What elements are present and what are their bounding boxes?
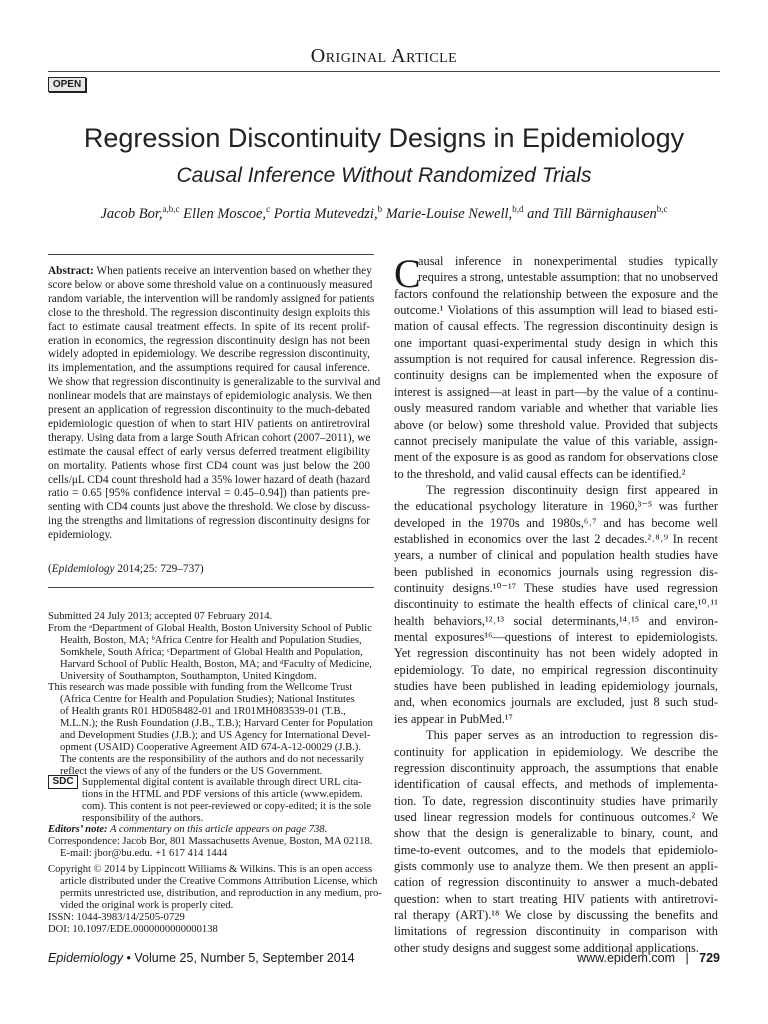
body-line: been published in economics journals using regression dis- [394,564,718,579]
footer-url[interactable]: www.epidem.com [577,951,676,965]
editors-note-label: Editors’ note: [48,824,108,835]
affiliation-marker: a,b,c [162,204,180,215]
abstract-line: present an application of regression discontinuity to the much-debated [48,404,370,416]
body-line: tion. To date, regression discontinuity studies have primarily [394,793,718,808]
body-line: continuity designs can be implemented when the exposure of [394,368,718,383]
body-line: and, when economics journals are excluded, just 8 such stud- [394,695,718,710]
body-line: studies have been published in leading epidemiology journals, [394,679,718,694]
body-line: the educational psychology literature in 1960,³⁻⁵ was further [394,499,718,514]
body-line: mental exposures¹⁶—questions of interest to epidemiologists. [394,630,718,645]
abstract-line: We show that regression discontinuity is generalizable to the survival and [48,376,381,389]
copyright-line: DOI: 10.1097/EDE.0000000000000138 [48,923,218,935]
affiliation-marker: b,c [656,204,668,215]
body-line: discontinuity to estimate the health effects of clinical care,¹⁰˒¹¹ [394,597,718,612]
body-line: years, a number of clinical and population health studies have [394,548,718,563]
author-list [0,206,768,223]
abstract-line: score below or above some threshold value on a continuously measured [48,278,373,291]
footnote-line: opment (USAID) Cooperative Agreement AID 674-A-12-00029 (J.B.). [60,741,361,753]
abstract-line: eration in economics, the regression discontinuity design has not been [48,334,370,347]
affiliation-marker: b,d [512,204,524,215]
footnote-line: Harvard School of Public Health, Boston, MA; and ᵈFaculty of Medicine, [60,658,372,670]
abstract-line: ing the strengths and limitations of regression discontinuity designs for [48,515,370,528]
body-line: above (or below) some threshold value. Provided that subjects [394,417,718,432]
drop-cap: C [394,251,421,296]
copyright-line: Copyright © 2014 by Lippincott Williams & Wilkins. This is an open access [48,864,373,875]
correspondence-line: E-mail: jbor@bu.edu. +1 617 414 1444 [60,847,228,859]
footnote-line: University of Southampton, Southampton, United Kingdom. [60,670,317,682]
header-rule [48,71,720,72]
citation-paren: ( [48,563,52,575]
author-name: Ellen Moscoe, [179,206,267,222]
sdc-badge: SDC [48,775,78,789]
section-label: Original Article [310,45,458,67]
abstract-line: random variable, the intervention will be randomly assigned for patients [48,292,375,305]
footnote-line: (Africa Centre for Health and Population Studies); National Institutes [60,694,355,706]
abstract-line: therapy. Using data from a large South African cohort (2007–2011), we [48,431,371,444]
body-line: regression discontinuity approach, the assumptions that enable [394,760,718,775]
abstract-line: epidemiology. [48,529,113,542]
body-line: question: when to start treating HIV patients with antiretrovi- [394,891,718,906]
abstract-line: its implementation, and the assumptions required for causal inference. [48,362,370,375]
footer-separator: | [685,951,689,965]
abstract-line: senting with CD4 counts just above the threshold. We close by discuss- [48,501,371,514]
abstract-line: close to the threshold. The regression discontinuity design exploits this [48,306,370,319]
abstract-line-text: When patients receive an intervention based on whether they [93,265,372,277]
body-line: assumption is not required for causal inference. Regression dis- [394,352,718,367]
copyright-line: article distributed under the Creative Commons Attribution License, which [60,875,378,887]
body-line: show that the design is generalizable to binary, count, and [394,826,718,841]
body-line: identification of causal effects, and methods of implementa- [394,777,718,792]
open-access-badge: OPEN [48,77,86,92]
footnote-line: This research was made possible with funding from the Wellcome Trust [48,682,353,694]
footer-journal-info [48,951,355,965]
article-subtitle: Causal Inference Without Randomized Trials [176,164,592,187]
abstract-line: on mortality. Patients whose first CD4 count was just below the 200 [48,459,370,472]
body-line: requires a strong, untestable assumption: that no unobserved [418,270,718,285]
footnote-line: Health, Boston, MA; ᵇAfrica Centre for Health and Population Studies, [60,634,362,646]
footnote-line: Submitted 24 July 2013; accepted 07 February 2014. [48,611,273,622]
citation-journal: Epidemiology [51,563,115,575]
body-line: continuity designs.¹⁰⁻¹⁷ These studies have used regression [394,581,718,595]
footer-issue: • Volume 25, Number 5, September 2014 [123,951,355,965]
author-name: Portia Mutevedzi, [270,206,378,222]
body-line: ously measured random variable and whether that variable lies [394,401,718,416]
editors-note [48,824,327,836]
abstract-line: fact to estimate causal treatment effects. In spite of its recent prolif- [48,320,370,333]
abstract-line: widely adopted in epidemiology. We describe regression discontinuity, [48,348,370,361]
body-line: time-to-event outcomes, and to the models that epidemiolo- [394,842,718,857]
body-line: used linear regression models for continuous outcomes.² We [394,809,718,824]
abstract-line: ratio = 0.65 [95% confidence interval = 0.45–0.94]) than patients pre- [48,487,370,500]
abstract-box [48,254,381,588]
body-line: ies appear in PubMed.¹⁷ [394,711,513,726]
abstract-line [48,265,370,279]
footnote-line: reflect the views of any of the funders or the US Government. [60,765,323,777]
abstract-line: estimate the causal effect of early versus deferred treatment eligibility [48,445,370,458]
sdc-note-line: tions in the HTML and PDF versions of this article (www.epidem. [82,788,363,800]
body-line: one important quasi-experimental study design in which this [394,335,718,350]
body-line: factors confound the relationship between the exposure and the [394,286,718,301]
abstract-line: nonlinear models that are mainstays of epidemiologic analysis. We then [48,390,372,403]
body-line: Yet regression discontinuity has not been widely adopted in [394,646,718,661]
footnote-line: From the ᵃDepartment of Global Health, Boston University School of Public [48,622,372,634]
body-line: developed in the 1970s and 1980s,⁶˒⁷ and has become well [394,515,718,530]
body-line: established in economics over the last 2 decades.²˒⁸˒⁹ In recent [394,531,718,546]
body-line: interest is assigned—at least in part—by the value of a continu- [394,384,718,399]
abstract-label: Abstract: [48,265,94,277]
abstract-line: cells/μL CD4 count threshold had a 35% lower hazard of death (hazard [48,473,370,486]
body-line: outcome.¹ Violations of this assumption will lead to biased esti- [394,303,718,318]
sdc-note-line: com). This content is not peer-reviewed or copy-edited; it is the sole [82,800,372,812]
author-name: Jacob Bor, [100,206,163,222]
body-line: cation of regression discontinuity to answer a much-debated [394,875,718,890]
body-line: health behaviors,¹²˒¹³ social determinants,¹⁴˒¹⁵ and environ- [394,613,718,628]
body-line: ausal inference in nonexperimental studies typically [418,254,718,268]
body-line: continuity for application in epidemiology. We describe the [394,744,718,759]
footnote-line: Somkhele, South Africa; ᶜDepartment of Global Health and Population, [60,646,363,658]
sdc-note-line: responsibility of the authors. [82,812,204,824]
footnote-line: of Health grants R01 HD058482-01 and 1R01MH083539-01 (T.B., [60,706,346,718]
footer-journal-name: Epidemiology [48,951,124,965]
affiliation-marker: c [266,204,271,215]
author-name: Marie-Louise Newell, [382,206,513,222]
editors-note-text: A commentary on this article appears on page 738. [107,824,328,835]
body-line: epidemiology. To date, no empirical regression discontinuity [394,662,718,677]
body-line: This paper serves as an introduction to regression dis- [426,728,718,743]
copyright-line: vided the original work is properly cited. [60,899,234,911]
body-line: limitations of regression discontinuity in comparison with [394,924,718,939]
citation-details: 2014;25: 729–737) [114,563,204,575]
footnote-line: M.L.N.); the Rush Foundation (J.B., T.B.); Harvard Center for Population [60,718,373,730]
footnote-line: The contents are the responsibility of the authors and do not necessarily [60,753,364,765]
body-line: mation of causal effects. The regression discontinuity design is [394,319,718,334]
body-line: other study designs and suggest some additional applications. [394,940,699,955]
abstract-citation [48,563,204,575]
sdc-note-line: Supplemental digital content is available through direct URL cita- [82,777,362,788]
affiliation-marker: b [377,204,383,215]
footnote-line: and Development Studies (J.B.); and US Agency for International Devel- [60,730,371,741]
author-name: and Till Bärnighausen [523,206,657,222]
body-line: gists commonly use to analyze them. We then present an appli- [394,858,718,873]
body-line: ral therapy (ART).¹⁸ We close by discussing the benefits and [394,908,718,922]
copyright-line: ISSN: 1044-3983/14/2505-0729 [48,911,185,923]
abstract-line: epidemiologic question of when to start HIV patients on antiretroviral [48,417,370,430]
article-title: Regression Discontinuity Designs in Epidemiology [83,123,685,153]
body-line: The regression discontinuity design first appeared in [426,482,718,497]
page-number: 729 [699,951,720,965]
body-line: ment of the exposure is as good as random for observations close [394,450,718,465]
footer-page-info [577,951,720,965]
copyright-line: permits unrestricted use, distribution, and reproduction in any medium, pro- [60,887,382,899]
correspondence-line: Correspondence: Jacob Bor, 801 Massachusetts Avenue, Boston, MA 02118. [48,836,373,847]
body-line: cannot precisely manipulate the value of this variable, assign- [394,433,718,448]
body-line: to the threshold, and valid causal effects can be identified.² [394,466,686,481]
